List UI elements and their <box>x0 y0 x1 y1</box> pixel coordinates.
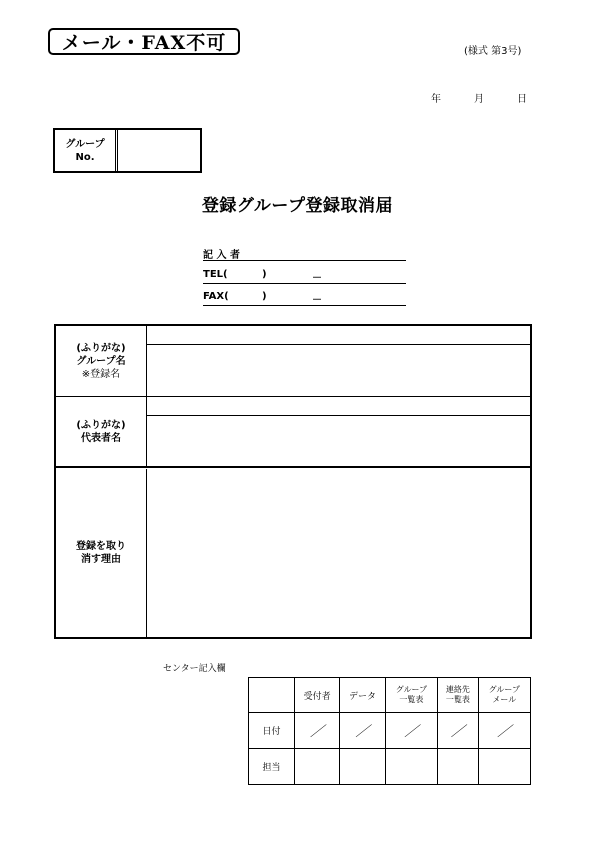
group-name-row <box>56 326 530 397</box>
col-receiver <box>295 678 340 713</box>
group-no-label-line1: グループ <box>65 138 105 150</box>
col-group-list-line1: グループ <box>395 685 428 694</box>
group-name-field[interactable] <box>147 345 530 396</box>
center-corner-cell <box>249 678 295 713</box>
page-title: 登録グループ登録取消届 <box>201 196 394 216</box>
center-person-row <box>249 749 531 785</box>
date-cell-group-mail[interactable]: ／ <box>478 713 530 749</box>
form-number: (様式 第3号) <box>464 46 522 57</box>
reason-label <box>56 469 147 637</box>
fax-close-paren: ) <box>262 291 267 302</box>
col-group-mail-line2: メール <box>492 695 517 704</box>
col-group-mail <box>478 678 530 713</box>
group-no-label <box>55 130 118 171</box>
center-header-row <box>249 678 531 713</box>
col-contact-list-line2: 一覧表 <box>445 695 470 704</box>
no-mail-fax-notice: メール・FAX不可 <box>48 28 240 55</box>
date-day-label: 日 <box>517 94 527 105</box>
representative-label <box>56 397 147 466</box>
group-no-field[interactable] <box>118 130 200 171</box>
person-cell-group-list[interactable] <box>385 749 437 785</box>
person-row-label: 担当 <box>249 749 295 785</box>
group-name-furigana-field[interactable] <box>147 326 530 344</box>
col-data <box>340 678 385 713</box>
center-date-row <box>249 713 531 749</box>
group-no-label-line2: No. <box>75 151 95 163</box>
col-receiver-label: 受付者 <box>303 691 331 702</box>
representative-furigana-field[interactable] <box>147 397 530 415</box>
representative-furigana-label: (ふりがな) <box>76 419 126 431</box>
date-month-label: 月 <box>474 94 484 105</box>
col-group-list-line2: 一覧表 <box>399 695 424 704</box>
date-year-label: 年 <box>431 94 441 105</box>
reason-row <box>56 469 530 637</box>
col-contact-list-line1: 連絡先 <box>445 685 470 694</box>
date-cell-contact-list[interactable]: ／ <box>438 713 478 749</box>
center-use-table <box>248 677 531 785</box>
reason-label-line2: 消す理由 <box>81 554 121 565</box>
date-cell-receiver[interactable]: ／ <box>295 713 340 749</box>
col-data-label: データ <box>349 691 377 702</box>
date-row-label: 日付 <box>249 713 295 749</box>
writer-name-label: 記 入 者 <box>203 250 240 261</box>
person-cell-receiver[interactable] <box>295 749 340 785</box>
main-form-table <box>54 324 532 639</box>
representative-field[interactable] <box>147 416 530 466</box>
representative-label-text: 代表者名 <box>81 432 121 444</box>
writer-name-field[interactable] <box>203 246 406 261</box>
date-cell-data[interactable]: ／ <box>340 713 385 749</box>
group-no-box <box>53 128 202 173</box>
group-name-label-text: グループ名 <box>76 355 126 367</box>
tel-dash: － <box>312 273 322 284</box>
group-name-furigana-label: (ふりがな) <box>76 342 126 354</box>
col-group-mail-line1: グループ <box>488 685 520 694</box>
writer-tel-field[interactable] <box>203 269 406 284</box>
fax-label: FAX( <box>203 291 229 302</box>
tel-label: TEL( <box>203 269 228 280</box>
date-cell-group-list[interactable]: ／ <box>385 713 437 749</box>
person-cell-contact-list[interactable] <box>438 749 478 785</box>
person-cell-data[interactable] <box>340 749 385 785</box>
person-cell-group-mail[interactable] <box>478 749 530 785</box>
group-name-note: ※登録名 <box>81 368 121 380</box>
fax-dash: － <box>312 295 322 306</box>
group-name-label <box>56 326 147 396</box>
col-contact-list <box>438 678 478 713</box>
tel-close-paren: ) <box>262 269 267 280</box>
reason-label-line1: 登録を取り <box>76 541 126 552</box>
center-section-label: センター記入欄 <box>163 664 226 674</box>
reason-field[interactable] <box>147 469 530 637</box>
representative-row <box>56 397 530 468</box>
writer-fax-field[interactable] <box>203 291 406 306</box>
col-group-list <box>385 678 437 713</box>
